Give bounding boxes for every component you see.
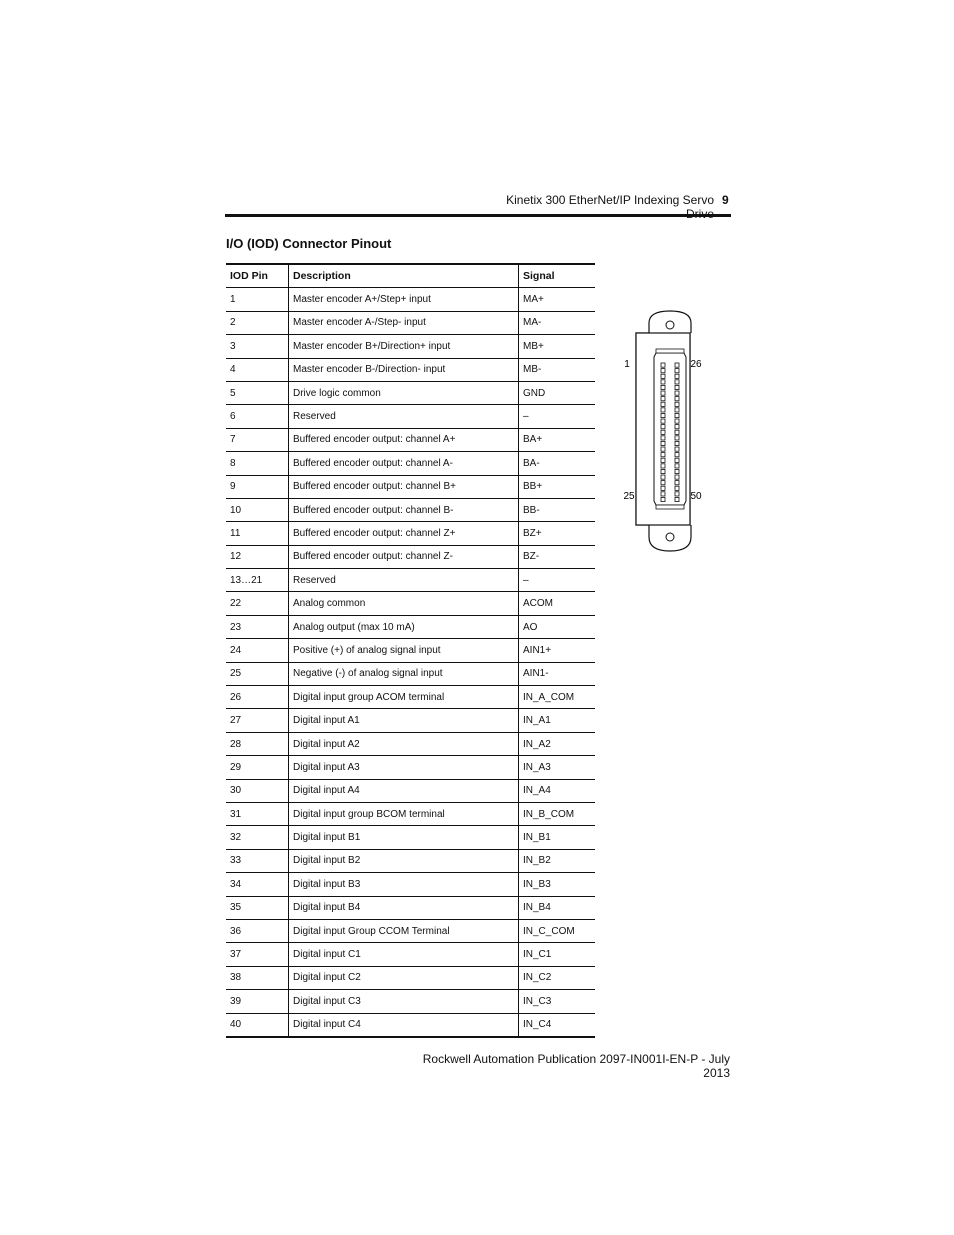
cell-description: Buffered encoder output: channel B+ [289,475,519,498]
cell-signal: AO [519,615,596,638]
cell-description: Buffered encoder output: channel B- [289,498,519,521]
pin-contact [675,391,679,395]
pin-contact [661,464,665,468]
table-row [226,756,595,779]
cell-description: Reserved [289,569,519,592]
cell-pin: 23 [226,615,289,638]
pinout-table-body [226,288,595,1037]
cell-signal: MB+ [519,335,596,358]
cell-signal: MA- [519,311,596,334]
table-row [226,428,595,451]
cell-description: Digital input B2 [289,849,519,872]
pinout-table [226,263,595,1038]
header-pin: IOD Pin [226,264,289,288]
cell-pin: 36 [226,919,289,942]
table-row [226,545,595,568]
pin-contact [661,385,665,389]
header-description: Description [289,264,519,288]
cell-description: Digital input B3 [289,873,519,896]
table-row [226,709,595,732]
pin-contact [675,464,679,468]
cell-signal: IN_B4 [519,896,596,919]
pin-contact [675,458,679,462]
cell-signal: BZ+ [519,522,596,545]
pin-contact [661,453,665,457]
cell-signal: MB- [519,358,596,381]
table-row [226,873,595,896]
table-row [226,498,595,521]
pin-contact [661,419,665,423]
publication-footer: Rockwell Automation Publication 2097-IN001I-EN-P - July 2013 [422,1052,730,1080]
table-row [226,896,595,919]
cell-pin: 35 [226,896,289,919]
cell-description: Drive logic common [289,381,519,404]
cell-description: Positive (+) of analog signal input [289,639,519,662]
cell-signal: IN_C3 [519,990,596,1013]
cell-signal: AIN1+ [519,639,596,662]
cell-signal: IN_C1 [519,943,596,966]
pin-contact [675,369,679,373]
connector-top-tab [649,311,691,333]
cell-description: Analog output (max 10 mA) [289,615,519,638]
cell-description: Digital input A4 [289,779,519,802]
pin-contact [661,469,665,473]
pin-contact [661,430,665,434]
label-pin-26: 26 [690,359,702,370]
table-row [226,662,595,685]
table-row [226,966,595,989]
pin-contact [675,402,679,406]
cell-pin: 7 [226,428,289,451]
cell-description: Digital input group ACOM terminal [289,686,519,709]
page-number: 9 [722,193,729,207]
table-row [226,335,595,358]
table-row [226,311,595,334]
table-row [226,732,595,755]
connector-housing [654,353,686,505]
pin-contact [661,441,665,445]
cell-description: Digital input Group CCOM Terminal [289,919,519,942]
pin-contact [661,402,665,406]
cell-signal: – [519,405,596,428]
cell-description: Buffered encoder output: channel Z+ [289,522,519,545]
cell-description: Digital input A3 [289,756,519,779]
section-title: I/O (IOD) Connector Pinout [226,236,392,251]
table-row [226,919,595,942]
cell-signal: BA+ [519,428,596,451]
cell-pin: 38 [226,966,289,989]
table-row [226,452,595,475]
cell-description: Buffered encoder output: channel A+ [289,428,519,451]
cell-pin: 10 [226,498,289,521]
cell-description: Digital input C3 [289,990,519,1013]
table-row [226,779,595,802]
cell-pin: 5 [226,381,289,404]
table-row [226,405,595,428]
cell-description: Negative (-) of analog signal input [289,662,519,685]
pin-contact [661,397,665,401]
cell-pin: 2 [226,311,289,334]
pin-contact [675,425,679,429]
pin-contact [661,425,665,429]
table-row [226,943,595,966]
pin-contact [661,486,665,490]
header-signal: Signal [519,264,596,288]
cell-pin: 29 [226,756,289,779]
cell-pin: 24 [226,639,289,662]
cell-pin: 8 [226,452,289,475]
pin-contact [675,469,679,473]
pin-contact [675,492,679,496]
label-pin-1: 1 [624,359,630,370]
cell-signal: BA- [519,452,596,475]
cell-pin: 28 [226,732,289,755]
cell-pin: 27 [226,709,289,732]
cell-signal: IN_B2 [519,849,596,872]
iod-connector-diagram [620,305,720,560]
cell-description: Master encoder B-/Direction- input [289,358,519,381]
cell-pin: 37 [226,943,289,966]
cell-description: Digital input C4 [289,1013,519,1037]
cell-pin: 31 [226,802,289,825]
pin-contact [661,481,665,485]
pin-contact [675,397,679,401]
table-row [226,686,595,709]
cell-signal: – [519,569,596,592]
cell-pin: 25 [226,662,289,685]
cell-description: Master encoder B+/Direction+ input [289,335,519,358]
cell-description: Digital input A1 [289,709,519,732]
cell-description: Digital input group BCOM terminal [289,802,519,825]
header-rule [225,214,731,217]
table-row [226,615,595,638]
pin-contact [661,374,665,378]
cell-signal: MA+ [519,288,596,311]
table-row [226,475,595,498]
pin-contact [675,447,679,451]
cell-pin: 1 [226,288,289,311]
pin-contact [675,436,679,440]
cell-description: Digital input C1 [289,943,519,966]
pin-contact [661,458,665,462]
pin-contact [661,492,665,496]
label-pin-25: 25 [623,491,635,502]
cell-signal: IN_A4 [519,779,596,802]
table-row [226,802,595,825]
cell-signal: ACOM [519,592,596,615]
cell-pin: 34 [226,873,289,896]
cell-description: Buffered encoder output: channel A- [289,452,519,475]
table-row [226,826,595,849]
cell-description: Master encoder A-/Step- input [289,311,519,334]
table-row [226,990,595,1013]
cell-signal: IN_C2 [519,966,596,989]
cell-description: Digital input B4 [289,896,519,919]
table-row [226,639,595,662]
pin-contact [661,436,665,440]
pin-contact [661,363,665,367]
table-header-row [226,264,595,288]
running-header-title: Kinetix 300 EtherNet/IP Indexing Servo [506,193,714,207]
pin-contact [661,391,665,395]
connector-bottom-tab [649,525,691,551]
cell-signal: IN_A2 [519,732,596,755]
pin-contact [675,486,679,490]
cell-signal: IN_A3 [519,756,596,779]
pin-contact [661,380,665,384]
cell-signal: IN_B3 [519,873,596,896]
cell-pin: 3 [226,335,289,358]
pin-contact [675,497,679,501]
cell-signal: IN_B_COM [519,802,596,825]
pin-contact [661,413,665,417]
pin-contact [661,369,665,373]
pin-contact [675,430,679,434]
cell-pin: 30 [226,779,289,802]
cell-description: Reserved [289,405,519,428]
cell-signal: IN_A1 [519,709,596,732]
cell-pin: 11 [226,522,289,545]
cell-pin: 9 [226,475,289,498]
pin-contact [675,374,679,378]
cell-signal: BB- [519,498,596,521]
label-pin-50: 50 [690,491,702,502]
pin-contact [675,419,679,423]
pin-contact [675,408,679,412]
cell-signal: IN_C4 [519,1013,596,1037]
cell-description: Analog common [289,592,519,615]
cell-pin: 4 [226,358,289,381]
cell-pin: 13…21 [226,569,289,592]
table-row [226,381,595,404]
cell-pin: 26 [226,686,289,709]
table-row [226,849,595,872]
cell-description: Digital input B1 [289,826,519,849]
pin-contact [661,447,665,451]
cell-pin: 40 [226,1013,289,1037]
table-row [226,288,595,311]
pin-contact [675,380,679,384]
pin-contact [675,475,679,479]
cell-pin: 6 [226,405,289,428]
cell-pin: 12 [226,545,289,568]
cell-signal: GND [519,381,596,404]
cell-pin: 33 [226,849,289,872]
pin-contact [675,481,679,485]
pin-contact [675,453,679,457]
pin-contact [675,385,679,389]
cell-description: Digital input C2 [289,966,519,989]
table-row [226,358,595,381]
pin-contact [661,475,665,479]
cell-description: Digital input A2 [289,732,519,755]
cell-signal: IN_A_COM [519,686,596,709]
table-row [226,522,595,545]
pin-contact [675,363,679,367]
cell-pin: 32 [226,826,289,849]
table-row [226,592,595,615]
table-row [226,1013,595,1037]
cell-pin: 39 [226,990,289,1013]
pin-contact [661,497,665,501]
cell-signal: IN_C_COM [519,919,596,942]
table-row [226,569,595,592]
pin-contact [661,408,665,412]
cell-pin: 22 [226,592,289,615]
pin-contact [675,413,679,417]
cell-signal: BB+ [519,475,596,498]
cell-signal: BZ- [519,545,596,568]
cell-description: Buffered encoder output: channel Z- [289,545,519,568]
pin-contact [675,441,679,445]
cell-signal: AIN1- [519,662,596,685]
cell-description: Master encoder A+/Step+ input [289,288,519,311]
cell-signal: IN_B1 [519,826,596,849]
